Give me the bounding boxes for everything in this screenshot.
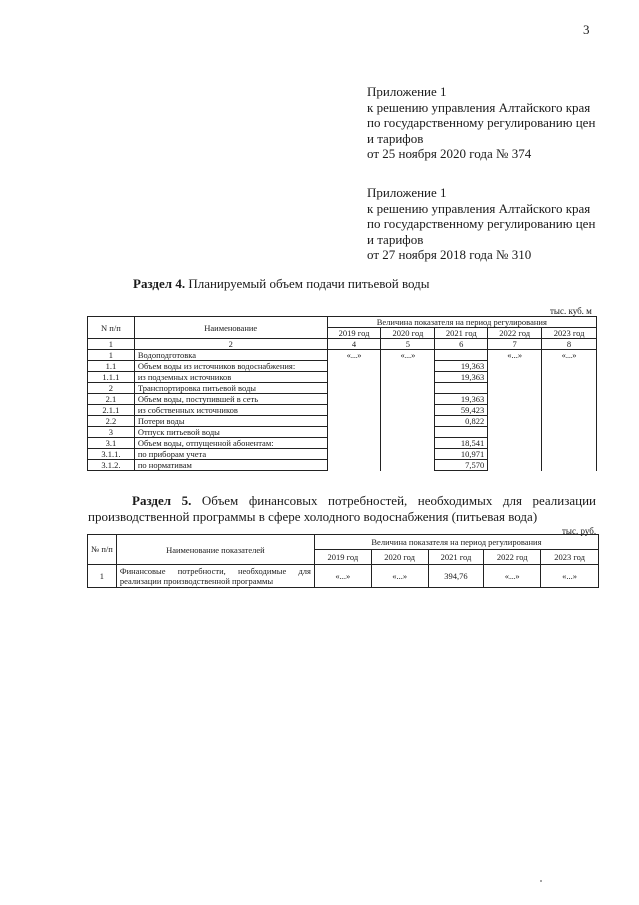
table-row (88, 350, 597, 361)
section5-title-line1: Объем финансовых потребностей, необходимых для реализации (201, 493, 596, 508)
row-name: Транспортировка питьевой воды (134, 383, 327, 394)
scan-speck (540, 880, 542, 882)
row-num: 1.1 (88, 361, 135, 372)
row-name: Объем воды, отпущенной абонентам: (134, 438, 327, 449)
column-number: 1 (88, 339, 135, 350)
value-2020: «...» (381, 350, 435, 471)
column-number: 4 (327, 339, 381, 350)
appendix-line: от 25 ноября 2020 года № 374 (367, 146, 532, 161)
column-number: 6 (435, 339, 488, 350)
header-group: Величина показателя на период регулирования (314, 535, 598, 550)
row-num: 1 (88, 350, 135, 361)
appendix-line: от 27 ноября 2018 года № 310 (367, 247, 532, 262)
header-group: Величина показателя на период регулирования (327, 317, 596, 328)
row-name: по нормативам (134, 460, 327, 471)
section4-title-text: Планируемый объем подачи питьевой воды (188, 276, 430, 291)
value-2022: «...» (484, 565, 541, 588)
value-2020: «...» (371, 565, 428, 588)
appendix-header-previous (367, 185, 595, 263)
value-2021: 10,971 (435, 449, 488, 460)
row-num: 2.2 (88, 416, 135, 427)
value-2021 (435, 427, 488, 438)
value-2019: «...» (327, 350, 381, 471)
appendix-line: по государственному регулированию цен (367, 216, 596, 231)
header-year: 2023 год (542, 328, 597, 339)
row-name: Отпуск питьевой воды (134, 427, 327, 438)
value-2021: 18,541 (435, 438, 488, 449)
header-year: 2019 год (327, 328, 381, 339)
page-number: 3 (583, 22, 590, 37)
row-num: 2.1.1 (88, 405, 135, 416)
section4-table (87, 316, 597, 471)
row-num: 3.1.2. (88, 460, 135, 471)
row-num: 1.1.1 (88, 372, 135, 383)
section4-title (133, 276, 430, 292)
column-number: 5 (381, 339, 435, 350)
section5-label: Раздел 5. (132, 493, 192, 508)
row-num: 3 (88, 427, 135, 438)
section4-label: Раздел 4. (133, 276, 186, 291)
section5-unit: тыс. руб. (562, 526, 597, 536)
section4-unit: тыс. куб. м (550, 306, 592, 316)
value-2021: 19,363 (435, 361, 488, 372)
section5-table (87, 534, 599, 588)
value-2019: «...» (314, 565, 371, 588)
value-2021: 394,76 (428, 565, 484, 588)
row-name: Финансовые потребности, необходимые для реализации производственной программы (116, 565, 314, 588)
value-2021: 19,363 (435, 372, 488, 383)
header-year: 2021 год (435, 328, 488, 339)
value-2023: «...» (541, 565, 599, 588)
header-year: 2020 год (371, 550, 428, 565)
section5-title-line2: производственной программы в сфере холодного водоснабжения (питьевая вода) (88, 509, 538, 524)
header-year: 2022 год (484, 550, 541, 565)
value-2021: 59,423 (435, 405, 488, 416)
value-2021: 0,822 (435, 416, 488, 427)
appendix-line: и тарифов (367, 130, 424, 146)
appendix-line: к решению управления Алтайского края (367, 200, 591, 216)
section5-title (88, 493, 596, 525)
value-2023: «...» (542, 350, 597, 471)
row-name: из собственных источников (134, 405, 327, 416)
header-year: 2020 год (381, 328, 435, 339)
value-2021: 7,570 (435, 460, 488, 471)
value-2022: «...» (488, 350, 542, 471)
row-num: 3.1 (88, 438, 135, 449)
appendix-line: к решению управления Алтайского края (367, 99, 591, 115)
header-name: Наименование (134, 317, 327, 339)
row-num: 1 (88, 565, 117, 588)
header-num: № п/п (88, 535, 117, 565)
header-year: 2019 год (314, 550, 371, 565)
header-year: 2022 год (488, 328, 542, 339)
column-number: 2 (134, 339, 327, 350)
row-num: 2 (88, 383, 135, 394)
value-2021 (435, 350, 488, 361)
appendix-line: и тарифов (367, 231, 424, 247)
value-2021 (435, 383, 488, 394)
value-2021: 19,363 (435, 394, 488, 405)
header-num: N п/п (88, 317, 135, 339)
appendix-line: Приложение 1 (367, 185, 447, 200)
appendix-line: по государственному регулированию цен (367, 115, 596, 130)
appendix-header-current (367, 84, 595, 162)
row-name: по приборам учета (134, 449, 327, 460)
row-name: Водоподготовка (134, 350, 327, 361)
row-name: Объем воды из источников водоснабжения: (134, 361, 327, 372)
header-name: Наименование показателей (116, 535, 314, 565)
column-number: 7 (488, 339, 542, 350)
column-number: 8 (542, 339, 597, 350)
header-year: 2021 год (428, 550, 484, 565)
row-num: 3.1.1. (88, 449, 135, 460)
appendix-line: Приложение 1 (367, 84, 447, 99)
row-name: из подземных источников (134, 372, 327, 383)
header-year: 2023 год (541, 550, 599, 565)
row-name: Объем воды, поступившей в сеть (134, 394, 327, 405)
table-row (88, 565, 599, 588)
row-num: 2.1 (88, 394, 135, 405)
row-name: Потери воды (134, 416, 327, 427)
